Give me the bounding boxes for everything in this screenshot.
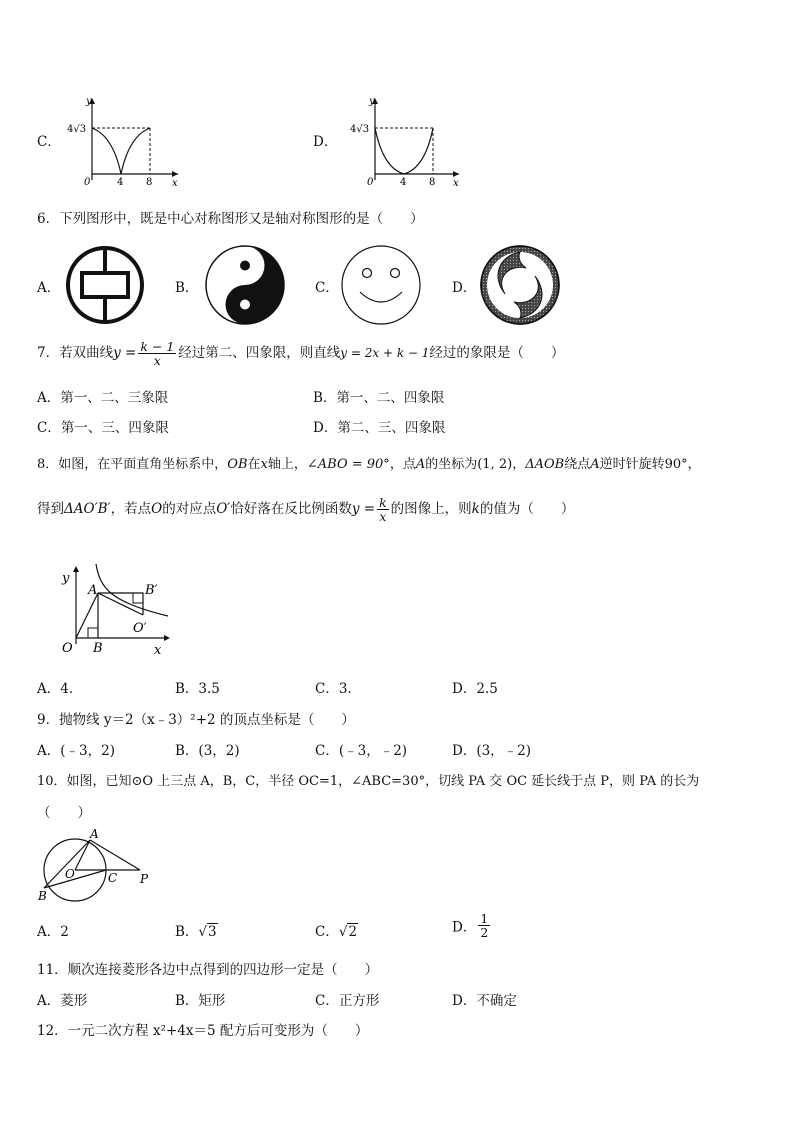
q5-option-c-label[interactable]: C． (37, 134, 61, 150)
max-label: 4√3 (67, 124, 87, 135)
fig-b-label: B (93, 641, 103, 656)
q5-graph-c (66, 92, 182, 188)
right-angle-b2 (133, 593, 143, 603)
x-label: x (172, 178, 178, 188)
q12-stem: 12．一元二次方程 x²+4x＝5 配方后可变形为（ ） (37, 1023, 369, 1039)
q10-figure (36, 826, 156, 902)
q10-option-c[interactable]: C．√2 (315, 924, 358, 940)
q10-stem: 10．如图，已知⊙O 上三点 A，B，C，半径 OC=1，∠ABC=30°，切线 PA 交 OC 延长线于点 P，则 PA 的长为 (37, 774, 700, 789)
fig-o-label: O (62, 641, 73, 656)
fig-x-label: x (154, 643, 162, 658)
q5-option-d-label[interactable]: D． (313, 134, 338, 150)
origin-label: 0 (367, 177, 374, 188)
q10-stem-cont: （ ） (37, 805, 91, 821)
x-arrow (172, 171, 178, 177)
q8-option-b[interactable]: B．3.5 (175, 681, 220, 697)
fig-c-label: C (108, 871, 118, 885)
q9-option-a[interactable]: A．(﹣3，2) (37, 743, 115, 759)
tangent-pa (90, 840, 140, 870)
q7-stem: 7．若双曲线y = $\frac{k - 1}{x}$ 经过第二、四象限，则直线y = 2x + k − 1经过的象限是（ ） (37, 339, 565, 369)
max-label: 4√3 (350, 124, 370, 135)
fig-o2-label: O′ (133, 621, 147, 636)
q8-option-a[interactable]: A．4. (37, 681, 74, 697)
q10-option-b[interactable]: B．√3 (175, 924, 217, 940)
tick-8: 8 (146, 177, 153, 188)
smiley-face-icon[interactable] (340, 244, 422, 326)
q7-option-b[interactable]: B．第一、二、四象限 (313, 390, 445, 406)
y-label: y (369, 96, 375, 107)
q6-option-c-label[interactable]: C． (315, 280, 339, 296)
q5-graph-d (343, 92, 463, 188)
q9-option-b[interactable]: B．(3，2) (175, 743, 240, 759)
y-label: y (86, 96, 92, 107)
q7-option-d[interactable]: D．第二、三、四象限 (313, 420, 446, 436)
q8-figure (56, 560, 176, 658)
q9-stem: 9．抛物线 y＝2（x﹣3）²+2 的顶点坐标是（ ） (37, 712, 355, 728)
q6-option-b-label[interactable]: B． (175, 280, 199, 296)
q11-option-b[interactable]: B．矩形 (175, 993, 226, 1009)
q6-stem: 6．下列图形中，既是中心对称图形又是轴对称图形的是（ ） (37, 211, 424, 227)
tick-8: 8 (429, 177, 436, 188)
radius-oa (75, 840, 90, 870)
q8-stem-line2: 得到ΔAO′B′，若点O的对应点O′恰好落在反比例函数y = $\frac{k}{x}$ 的图像上，则k的值为（ ） (37, 495, 575, 525)
q10-option-d[interactable]: D． $\frac{1}{2}$ (452, 911, 489, 941)
q11-option-d[interactable]: D．不确定 (452, 993, 517, 1009)
fig-y-label: y (62, 571, 70, 586)
q7-option-a[interactable]: A．第一、二、三象限 (37, 390, 169, 406)
triangle-aob (76, 593, 98, 638)
fig-a-label: A (88, 583, 98, 598)
q11-option-c[interactable]: C．正方形 (315, 993, 380, 1009)
x-label: x (453, 178, 459, 188)
fig-a-label: A (90, 827, 99, 841)
q6-option-d-label[interactable]: D． (452, 280, 477, 296)
q8-option-c[interactable]: C．3. (315, 681, 352, 697)
fig-b2-label: B′ (145, 583, 158, 598)
fig-o-label: O (65, 867, 75, 881)
curve-d (375, 128, 433, 174)
q11-option-a[interactable]: A．菱形 (37, 993, 88, 1009)
q11-stem: 11．顺次连接菱形各边中点得到的四边形一定是（ ） (37, 962, 379, 978)
fig-p-label: P (140, 872, 149, 886)
right-angle-b (88, 628, 98, 638)
q10-option-a[interactable]: A．2 (37, 924, 69, 940)
bordered-rectangle-circle-icon[interactable] (64, 244, 146, 326)
q8-stem-line1: 8．如图，在平面直角坐标系中，OB在x轴上，∠ABO = 90°，点A的坐标为(1, 2)，ΔAOB绕点A逆时针旋转90°， (37, 457, 701, 472)
curve-c (92, 128, 150, 174)
fig-b-label: B (38, 889, 47, 902)
tick-4: 4 (117, 177, 124, 188)
q9-option-d[interactable]: D．(3，﹣2) (452, 743, 532, 759)
yin-yang-icon[interactable] (204, 244, 286, 326)
swirl-logo-icon[interactable] (479, 244, 561, 326)
tick-4: 4 (400, 177, 407, 188)
q9-option-c[interactable]: C．(﹣3，﹣2) (315, 743, 408, 759)
x-arrow (453, 171, 459, 177)
q7-option-c[interactable]: C．第一、三、四象限 (37, 420, 169, 436)
q6-option-a-label[interactable]: A． (37, 280, 61, 296)
origin-label: 0 (84, 177, 91, 188)
q8-option-d[interactable]: D．2.5 (452, 681, 498, 697)
